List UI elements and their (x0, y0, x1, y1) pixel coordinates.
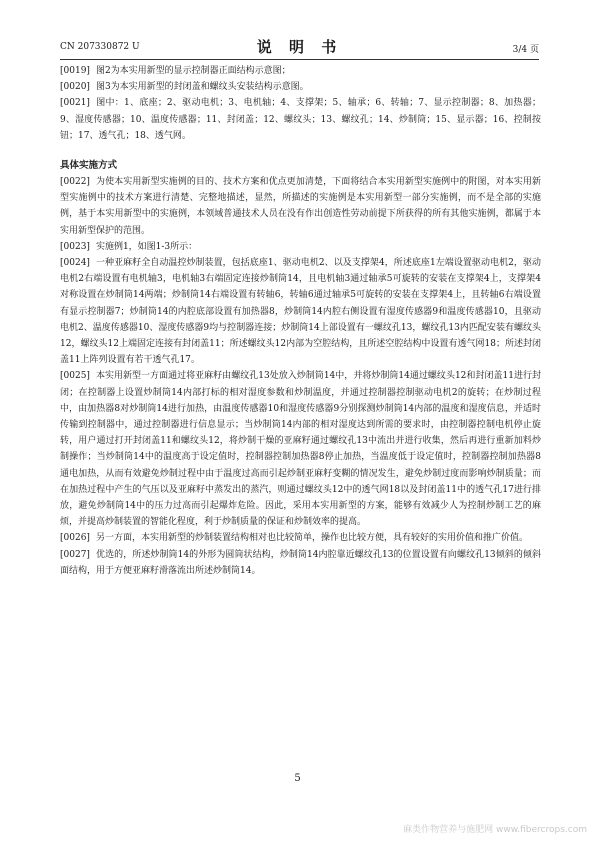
paragraph-text: 为使本实用新型实施例的目的、技术方案和优点更加清楚，下面将结合本实用新型实施例中的附图，对本实用新型实施例中的技术方案进行清楚、完整地描述，显然，所描述的实施例是本实用新型一部分实施例，而不是全部的实施例，基于本实用新型中的实施例，本领域普通技术人员在没有作出创造性劳动前提下所获得的所有其他实施例，都属于本实用新型保护的范围。 (60, 177, 541, 236)
paragraph-text: 一种亚麻籽全自动温控炒制装置，包括底座1、驱动电机2、以及支撑架4，所述底座1左端设置驱动电机2，驱动电机2右端设置有电机轴3，电机轴3右端固定连接炒制筒14，且电机轴3通过轴承5可旋转的安装在支撑架4上，支撑架4对称设置在炒制筒14两端；炒制筒14右端设置有转轴6，转轴6通过轴承5可旋转的安装在支撑架4上，且转轴6右端设置有显示控制器7；炒制筒14的内腔底部设置有加热器8，炒制筒14内腔右侧设置有湿度传感器9和温度传感器10，且驱动电机2、温度传感器10、湿度传感器9均与控制器连接；炒制筒14上部设置有一螺纹孔13，螺纹孔13内匹配安装有螺纹头12，螺纹头12上端固定连接有封闭盖11；所述螺纹头12内部为空腔结构，且所述空腔结构中设置有透气网18；所述封闭盖11上阵列设置有若干透气孔17。 (60, 258, 541, 366)
paragraph-text: 图2为本实用新型的显示控制器正面结构示意图； (95, 66, 291, 76)
paragraph-0020 (60, 79, 541, 95)
page-number: 5 (294, 773, 301, 784)
paragraph-0021 (60, 95, 541, 144)
header-rule (60, 59, 539, 60)
paragraph-tag: [0027] (60, 549, 90, 560)
paragraph-0027 (60, 547, 541, 579)
paragraph-text: 图中：1、底座；2、驱动电机；3、电机轴；4、支撑架；5、轴承；6、转轴；7、显示控制器；8、加热器；9、湿度传感器；10、温度传感器；11、封闭盖；12、螺纹头；13、螺纹孔；14、炒制筒；15、显示器；16、控制按钮；17、透气孔；18、透气网。 (60, 98, 541, 141)
watermark-text: 麻类作物营养与施肥网 www.fibercrops.com (403, 825, 587, 835)
paragraph-0024 (60, 255, 541, 368)
paragraph-text: 另一方面，本实用新型的炒制装置结构相对也比较简单，操作也比较方便，具有较好的实用价值和推广价值。 (95, 533, 528, 544)
section-heading: 具体实施方式 (60, 160, 118, 172)
patent-number: CN 207330872 U (60, 42, 140, 52)
paragraph-tag: [0020] (60, 82, 90, 93)
page-indicator: 3/4 页 (512, 45, 539, 55)
paragraph-tag: [0026] (60, 533, 90, 544)
paragraph-tag: [0025] (60, 371, 90, 382)
paragraph-tag: [0024] (60, 258, 90, 269)
paragraph-tag: [0021] (60, 98, 90, 109)
document-body (60, 63, 541, 579)
paragraph-tag: [0022] (60, 177, 90, 188)
paragraph-tag: [0023] (60, 241, 90, 252)
page-header (60, 36, 539, 56)
document-title: 说 明 书 (256, 38, 343, 56)
paragraph-text: 图3为本实用新型的封闭盖和螺纹头安装结构示意图。 (95, 82, 309, 93)
paragraph-text: 优选的，所述炒制筒14的外形为圆筒状结构，炒制筒14内腔靠近螺纹孔13的位置设置有向螺纹孔13倾斜的倾斜面结构，用于方便亚麻籽滑落流出所述炒制筒14。 (60, 549, 541, 576)
paragraph-0025 (60, 368, 541, 530)
paragraph-0019 (60, 63, 541, 79)
paragraph-0023 (60, 239, 541, 255)
paragraph-0022 (60, 174, 541, 239)
paragraph-tag: [0019] (60, 66, 90, 76)
paragraph-text: 实施例1，如图1-3所示： (95, 241, 198, 252)
paragraph-0026 (60, 530, 541, 546)
paragraph-text: 本实用新型一方面通过将亚麻籽由螺纹孔13处放入炒制筒14中，并将炒制筒14通过螺纹头12和封闭盖11进行封闭；在控制器上设置炒制筒14内部打标的相对湿度参数和炒制温度，并通过控制器控制驱动电机2的旋转；在炒制过程中，由加热器8对炒制筒14进行加热，由温度传感器10和湿度传感器9分别探测炒制筒14内部的温度和湿度信息，并适时传输到控制器中，通过控制器进行信息显示；当炒制筒14内部的相对湿度达到所需的要求时，由控制器控制电机停止旋转，用户通过打开封闭盖11和螺纹头12，将炒制干燥的亚麻籽通过螺纹孔13中流出并进行收集，然后再进行重新加料炒制操作；当炒制筒14中的温度高于设定值时，控制器控制加热器8停止加热，当温度低于设定值时，控制器控制加热器8通电加热，从而有效避免炒制过程中由于温度过高而引起炒制亚麻籽变糊的情况发生，避免炒制过度而影响炒制质量；而在加热过程中产生的气压以及亚麻籽中蒸发出的蒸汽，则通过螺纹头12中的透气网18以及封闭盖11中的透气孔17进行排放，避免炒制筒14中的压力过高而引起爆炸危险。因此，采用本实用新型的方案，能够有效减少人为控制炒制工艺的麻烦，并提高炒制装置的智能化程度，利于炒制质量的保证和炒制效率的提高。 (60, 371, 541, 528)
